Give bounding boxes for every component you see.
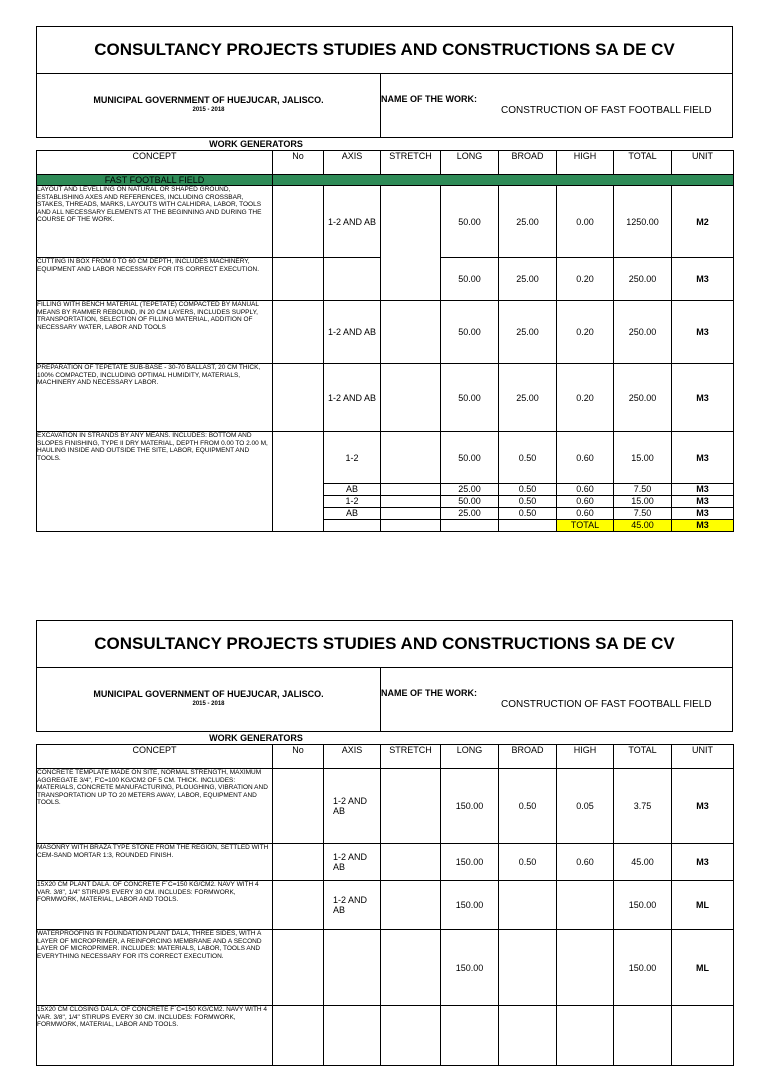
concept-cell: 15X20 CM PLANT DALA. OF CONCRETE F´C=150 KG/CM2. NAVY WITH 4 VAR. 3/8", 1/4" STIRUPS EVERY 30 CM. INCLUDES: FORMWORK, FORMWORK, MATERIAL, LABOR AND TOOLS.: [37, 881, 273, 930]
col-header-axis: AXIS: [324, 745, 381, 769]
unit-cell: [672, 1006, 734, 1066]
broad-cell: 25.00: [499, 364, 557, 432]
broad-cell: [499, 930, 557, 1006]
long-cell: [441, 1006, 499, 1066]
axis-cell: [324, 1006, 381, 1066]
stretch-cell: [381, 484, 441, 496]
broad-cell: [499, 520, 557, 532]
unit-cell: M3: [672, 484, 734, 496]
long-cell: 50.00: [441, 301, 499, 364]
total-label: TOTAL: [557, 520, 614, 532]
no-cell: [273, 186, 324, 258]
client-block: [37, 668, 381, 731]
axis-cell: 1-2 AND AB: [324, 844, 381, 881]
high-cell: [557, 881, 614, 930]
high-cell: 0.20: [557, 301, 614, 364]
high-cell: 0.00: [557, 186, 614, 258]
long-cell: 50.00: [441, 258, 499, 301]
section-title: FAST FOOTBALL FIELD: [37, 175, 273, 186]
table-row: [37, 364, 734, 432]
no-cell: [273, 258, 324, 301]
total-cell: [614, 1006, 672, 1066]
total-cell: 7.50: [614, 484, 672, 496]
col-header-long: LONG: [441, 745, 499, 769]
axis-cell: [324, 258, 381, 301]
broad-cell: 25.00: [499, 301, 557, 364]
no-cell: [273, 1006, 324, 1066]
broad-cell: 0.50: [499, 484, 557, 496]
long-cell: 25.00: [441, 484, 499, 496]
broad-cell: 25.00: [499, 258, 557, 301]
axis-cell: AB: [324, 484, 381, 496]
no-cell: [273, 844, 324, 881]
table-row: [37, 844, 734, 881]
concept-cell: MASONRY WITH BRAZA TYPE STONE FROM THE REGION, SETTLED WITH CEM-SAND MORTAR 1:3, ROUNDED FINISH.: [37, 844, 273, 881]
work-label: NAME OF THE WORK:: [381, 94, 477, 104]
high-cell: 0.60: [557, 496, 614, 508]
company-title: CONSULTANCY PROJECTS STUDIES AND CONSTRUCTIONS SA DE CV: [37, 27, 732, 74]
high-cell: 0.20: [557, 258, 614, 301]
municipality: MUNICIPAL GOVERNMENT OF HUEJUCAR, JALISCO.: [93, 95, 324, 105]
long-cell: 50.00: [441, 186, 499, 258]
unit-cell: M3: [672, 508, 734, 520]
no-cell: [273, 364, 324, 432]
axis-cell: 1-2: [324, 496, 381, 508]
total-cell: 15.00: [614, 432, 672, 484]
generators-table: [36, 150, 734, 532]
col-header-long: LONG: [441, 151, 499, 175]
stretch-cell: [381, 930, 441, 1006]
table-row: [37, 432, 734, 484]
stretch-cell: [381, 496, 441, 508]
concept-cell: WATERPROOFING IN FOUNDATION PLANT DALA, THREE SIDES, WITH A LAYER OF MICROPRIMER, A REINFORCING MEMBRANE AND A SECOND LAYER OF MICROPRIMER. INCLUDES: MATERIALS, LABOR, TOOLS AND EVERYTHING NECESSARY FOR ITS CORRECT EXECUTION.: [37, 930, 273, 1006]
long-cell: [441, 520, 499, 532]
total-cell: 7.50: [614, 508, 672, 520]
col-header-total: TOTAL: [614, 745, 672, 769]
concept-cell: EXCAVATION IN STRANDS BY ANY MEANS. INCLUDES: BOTTOM AND SLOPES FINISHING, TYPE II DRY MATERIAL, DEPTH FROM 0.00 TO 2.00 M, HAULING INSIDE AND OUTSIDE THE SITE, LABOR, EQUIPMENT AND TOOLS.: [37, 432, 273, 532]
unit-cell: M3: [672, 769, 734, 844]
sheet-header: [36, 26, 733, 138]
concept-cell: FILLING WITH BENCH MATERIAL (TEPETATE) COMPACTED BY MANUAL MEANS BY RAMMER REBOUND, IN 20 CM LAYERS, INCLUDES SUPPLY, TRANSPORTATION, SELECTION OF FILLING MATERIAL, ADDITION OF NECESSARY WATER, LABOR AND TOOLS: [37, 301, 273, 364]
col-header-no: No: [273, 151, 324, 175]
unit-cell: M3: [672, 496, 734, 508]
col-header-high: HIGH: [557, 745, 614, 769]
broad-cell: 0.50: [499, 844, 557, 881]
total-unit: M3: [672, 520, 734, 532]
broad-cell: [499, 1006, 557, 1066]
table-row: [37, 881, 734, 930]
work-name: CONSTRUCTION OF FAST FOOTBALL FIELD: [501, 105, 712, 116]
work-name: CONSTRUCTION OF FAST FOOTBALL FIELD: [501, 699, 712, 710]
stretch-cell: [381, 186, 441, 301]
work-block: [381, 668, 732, 731]
unit-cell: ML: [672, 930, 734, 1006]
long-cell: 25.00: [441, 508, 499, 520]
total-cell: 250.00: [614, 364, 672, 432]
stretch-cell: [381, 432, 441, 484]
no-cell: [273, 881, 324, 930]
broad-cell: 0.50: [499, 769, 557, 844]
table-row: [37, 930, 734, 1006]
axis-cell: 1-2 AND AB: [324, 881, 381, 930]
municipality: MUNICIPAL GOVERNMENT OF HUEJUCAR, JALISCO.: [93, 689, 324, 699]
col-header-no: No: [273, 745, 324, 769]
header-row: [37, 151, 734, 175]
col-header-unit: UNIT: [672, 745, 734, 769]
high-cell: 0.20: [557, 364, 614, 432]
high-cell: 0.60: [557, 844, 614, 881]
unit-cell: M3: [672, 301, 734, 364]
col-header-unit: UNIT: [672, 151, 734, 175]
broad-cell: 0.50: [499, 496, 557, 508]
total-cell: 1250.00: [614, 186, 672, 258]
years: 2015 - 2018: [192, 701, 225, 707]
high-cell: 0.05: [557, 769, 614, 844]
col-header-concept: CONCEPT: [37, 151, 273, 175]
concept-cell: CUTTING IN BOX FROM 0 TO 60 CM DEPTH, INCLUDES MACHINERY, EQUIPMENT AND LABOR NECESSARY FOR ITS CORRECT EXECUTION.: [37, 258, 273, 301]
sheet-header: [36, 620, 733, 732]
axis-cell: [324, 930, 381, 1006]
axis-cell: 1-2 AND AB: [324, 364, 381, 432]
stretch-cell: [381, 1006, 441, 1066]
no-cell: [273, 432, 324, 532]
total-cell: 250.00: [614, 301, 672, 364]
col-header-stretch: STRETCH: [381, 151, 441, 175]
client-block: [37, 74, 381, 137]
axis-cell: [324, 520, 381, 532]
col-header-concept: CONCEPT: [37, 745, 273, 769]
unit-cell: M3: [672, 432, 734, 484]
section-fill: [273, 175, 734, 186]
stretch-cell: [381, 844, 441, 881]
concept-cell: PREPARATION OF TEPETATE SUB-BASE - 30-70 BALLAST, 20 CM THICK, 100% COMPACTED, INCLUDING OPTIMAL HUMIDITY, MATERIALS, MACHINERY AND NECESSARY LABOR.: [37, 364, 273, 432]
unit-cell: M3: [672, 364, 734, 432]
grand-total: 45.00: [614, 520, 672, 532]
table-row: [37, 301, 734, 364]
total-cell: 3.75: [614, 769, 672, 844]
stretch-cell: [381, 520, 441, 532]
stretch-cell: [381, 301, 441, 364]
header-info: [37, 668, 732, 731]
work-generators-label: WORK GENERATORS: [209, 733, 303, 743]
total-cell: 250.00: [614, 258, 672, 301]
no-cell: [273, 301, 324, 364]
high-cell: [557, 930, 614, 1006]
stretch-cell: [381, 881, 441, 930]
unit-cell: ML: [672, 881, 734, 930]
col-header-broad: BROAD: [499, 745, 557, 769]
long-cell: 150.00: [441, 844, 499, 881]
long-cell: 150.00: [441, 930, 499, 1006]
unit-cell: M3: [672, 844, 734, 881]
work-label: NAME OF THE WORK:: [381, 688, 477, 698]
company-title: CONSULTANCY PROJECTS STUDIES AND CONSTRUCTIONS SA DE CV: [37, 621, 732, 668]
col-header-total: TOTAL: [614, 151, 672, 175]
table-row: [37, 769, 734, 844]
unit-cell: M3: [672, 258, 734, 301]
concept-cell: LAYOUT AND LEVELLING ON NATURAL OR SHAPED GROUND, ESTABLISHING AXES AND REFERENCES, INCLUDING CROSSBAR, STAKES, THREADS, MARKS, LAYOUTS WITH CALHIDRA, LABOR, TOOLS AND ALL NECESSARY ELEMENTS AT THE BEGINNING AND DURING THE COURSE OF THE WORK.: [37, 186, 273, 258]
high-cell: [557, 1006, 614, 1066]
broad-cell: [499, 881, 557, 930]
table-row: [37, 186, 734, 258]
high-cell: 0.60: [557, 484, 614, 496]
concept-cell: CONCRETE TEMPLATE MADE ON SITE, NORMAL STRENGTH, MAXIMUM AGGREGATE 3/4", F'C=100 KG/CM2 OF 5 CM. THICK. INCLUDES: MATERIALS, CONCRETE MANUFACTURING, PLOUGHING, VIBRATION AND TRANSPORTATION UP TO 20 METERS AWAY, LABOR, EQUIPMENT AND TOOLS.: [37, 769, 273, 844]
years: 2015 - 2018: [192, 107, 225, 113]
high-cell: 0.60: [557, 508, 614, 520]
axis-cell: 1-2 AND AB: [324, 186, 381, 258]
table-row: [37, 1006, 734, 1066]
stretch-cell: [381, 769, 441, 844]
work-generators-label: WORK GENERATORS: [209, 139, 303, 149]
long-cell: 50.00: [441, 364, 499, 432]
high-cell: 0.60: [557, 432, 614, 484]
header-info: [37, 74, 732, 137]
axis-cell: AB: [324, 508, 381, 520]
section-row: [37, 175, 734, 186]
axis-cell: 1-2: [324, 432, 381, 484]
stretch-cell: [381, 508, 441, 520]
broad-cell: 0.50: [499, 432, 557, 484]
sheet-1: [36, 26, 733, 532]
col-header-stretch: STRETCH: [381, 745, 441, 769]
concept-cell: 15X20 CM CLOSING DALA. OF CONCRETE F´C=150 KG/CM2. NAVY WITH 4 VAR. 3/8", 1/4" STIRUPS EVERY 30 CM. INCLUDES: FORMWORK, FORMWORK, MATERIAL, LABOR AND TOOLS.: [37, 1006, 273, 1066]
long-cell: 50.00: [441, 496, 499, 508]
total-cell: 150.00: [614, 930, 672, 1006]
generators-table: [36, 744, 734, 1066]
axis-cell: 1-2 AND AB: [324, 769, 381, 844]
no-cell: [273, 930, 324, 1006]
long-cell: 150.00: [441, 769, 499, 844]
total-cell: 45.00: [614, 844, 672, 881]
long-cell: 150.00: [441, 881, 499, 930]
long-cell: 50.00: [441, 432, 499, 484]
total-cell: 15.00: [614, 496, 672, 508]
no-cell: [273, 769, 324, 844]
total-cell: 150.00: [614, 881, 672, 930]
broad-cell: 0.50: [499, 508, 557, 520]
unit-cell: M2: [672, 186, 734, 258]
header-row: [37, 745, 734, 769]
broad-cell: 25.00: [499, 186, 557, 258]
col-header-high: HIGH: [557, 151, 614, 175]
sheet-2: [36, 620, 733, 1066]
col-header-axis: AXIS: [324, 151, 381, 175]
col-header-broad: BROAD: [499, 151, 557, 175]
stretch-cell: [381, 364, 441, 432]
work-block: [381, 74, 732, 137]
axis-cell: 1-2 AND AB: [324, 301, 381, 364]
